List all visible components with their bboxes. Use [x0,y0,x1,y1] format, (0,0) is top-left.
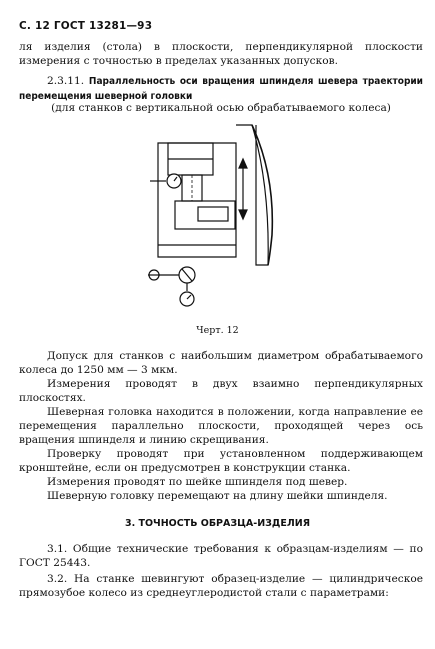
column-outline [158,143,236,257]
motion-arrow [239,159,247,219]
clause-number: 2.3.11. [47,75,85,87]
paragraph-3-2: 3.2. На станке шевингуют образец-изделие — цилиндрическое прямозубое колесо из среднеуглеродистой стали с параметрами: [19,573,423,599]
paragraph-move: Шеверную головку перемещают на длину шейки шпинделя. [47,490,388,502]
figure-caption: Черт. 12 [196,325,239,336]
paragraph-check: Проверку проводят при установленном поддерживающем кронштейне, если он предусмотрен в конструкции станка. [19,448,423,474]
clause-note: (для станков с вертикальной осью обрабатываемого колеса) [51,102,391,114]
paragraph-3-1: 3.1. Общие технические требования к образцам-изделиям — по ГОСТ 25443. [19,543,423,569]
paragraph-intro: ля изделия (стола) в плоскости, перпендикулярной плоскости измерения с точностью в пределах указанных допусков. [19,41,423,67]
paragraph-measure: Измерения проводят в двух взаимно перпендикулярных плоскостях. [19,378,423,404]
figure-12-drawing [140,115,285,320]
paragraph-position: Шеверная головка находится в положении, когда направление ее перемещения параллельно плоскости, проходящей через ось вращения шпинделя и линию скрещивания. [19,406,423,446]
clause-title: Параллельность оси вращения шпинделя шевера траектории перемещения шеверной головки [19,76,423,102]
dial-indicator-top [150,174,182,188]
page-header: С. 12 ГОСТ 13281—93 [19,20,153,32]
paragraph-neck: Измерения проводят по шейке шпинделя под шевер. [47,476,348,488]
table [175,201,235,229]
machine-slab [236,125,268,265]
clause-2311-heading [19,74,423,104]
paragraph-tolerance: Допуск для станков с наибольшим диаметром обрабатываемого колеса до 1250 мм — 3 мкм. [19,350,423,376]
section-3-heading: 3. ТОЧНОСТЬ ОБРАЗЦА-ИЗДЕЛИЯ [124,518,311,529]
dial-indicator-bottom [148,267,195,306]
